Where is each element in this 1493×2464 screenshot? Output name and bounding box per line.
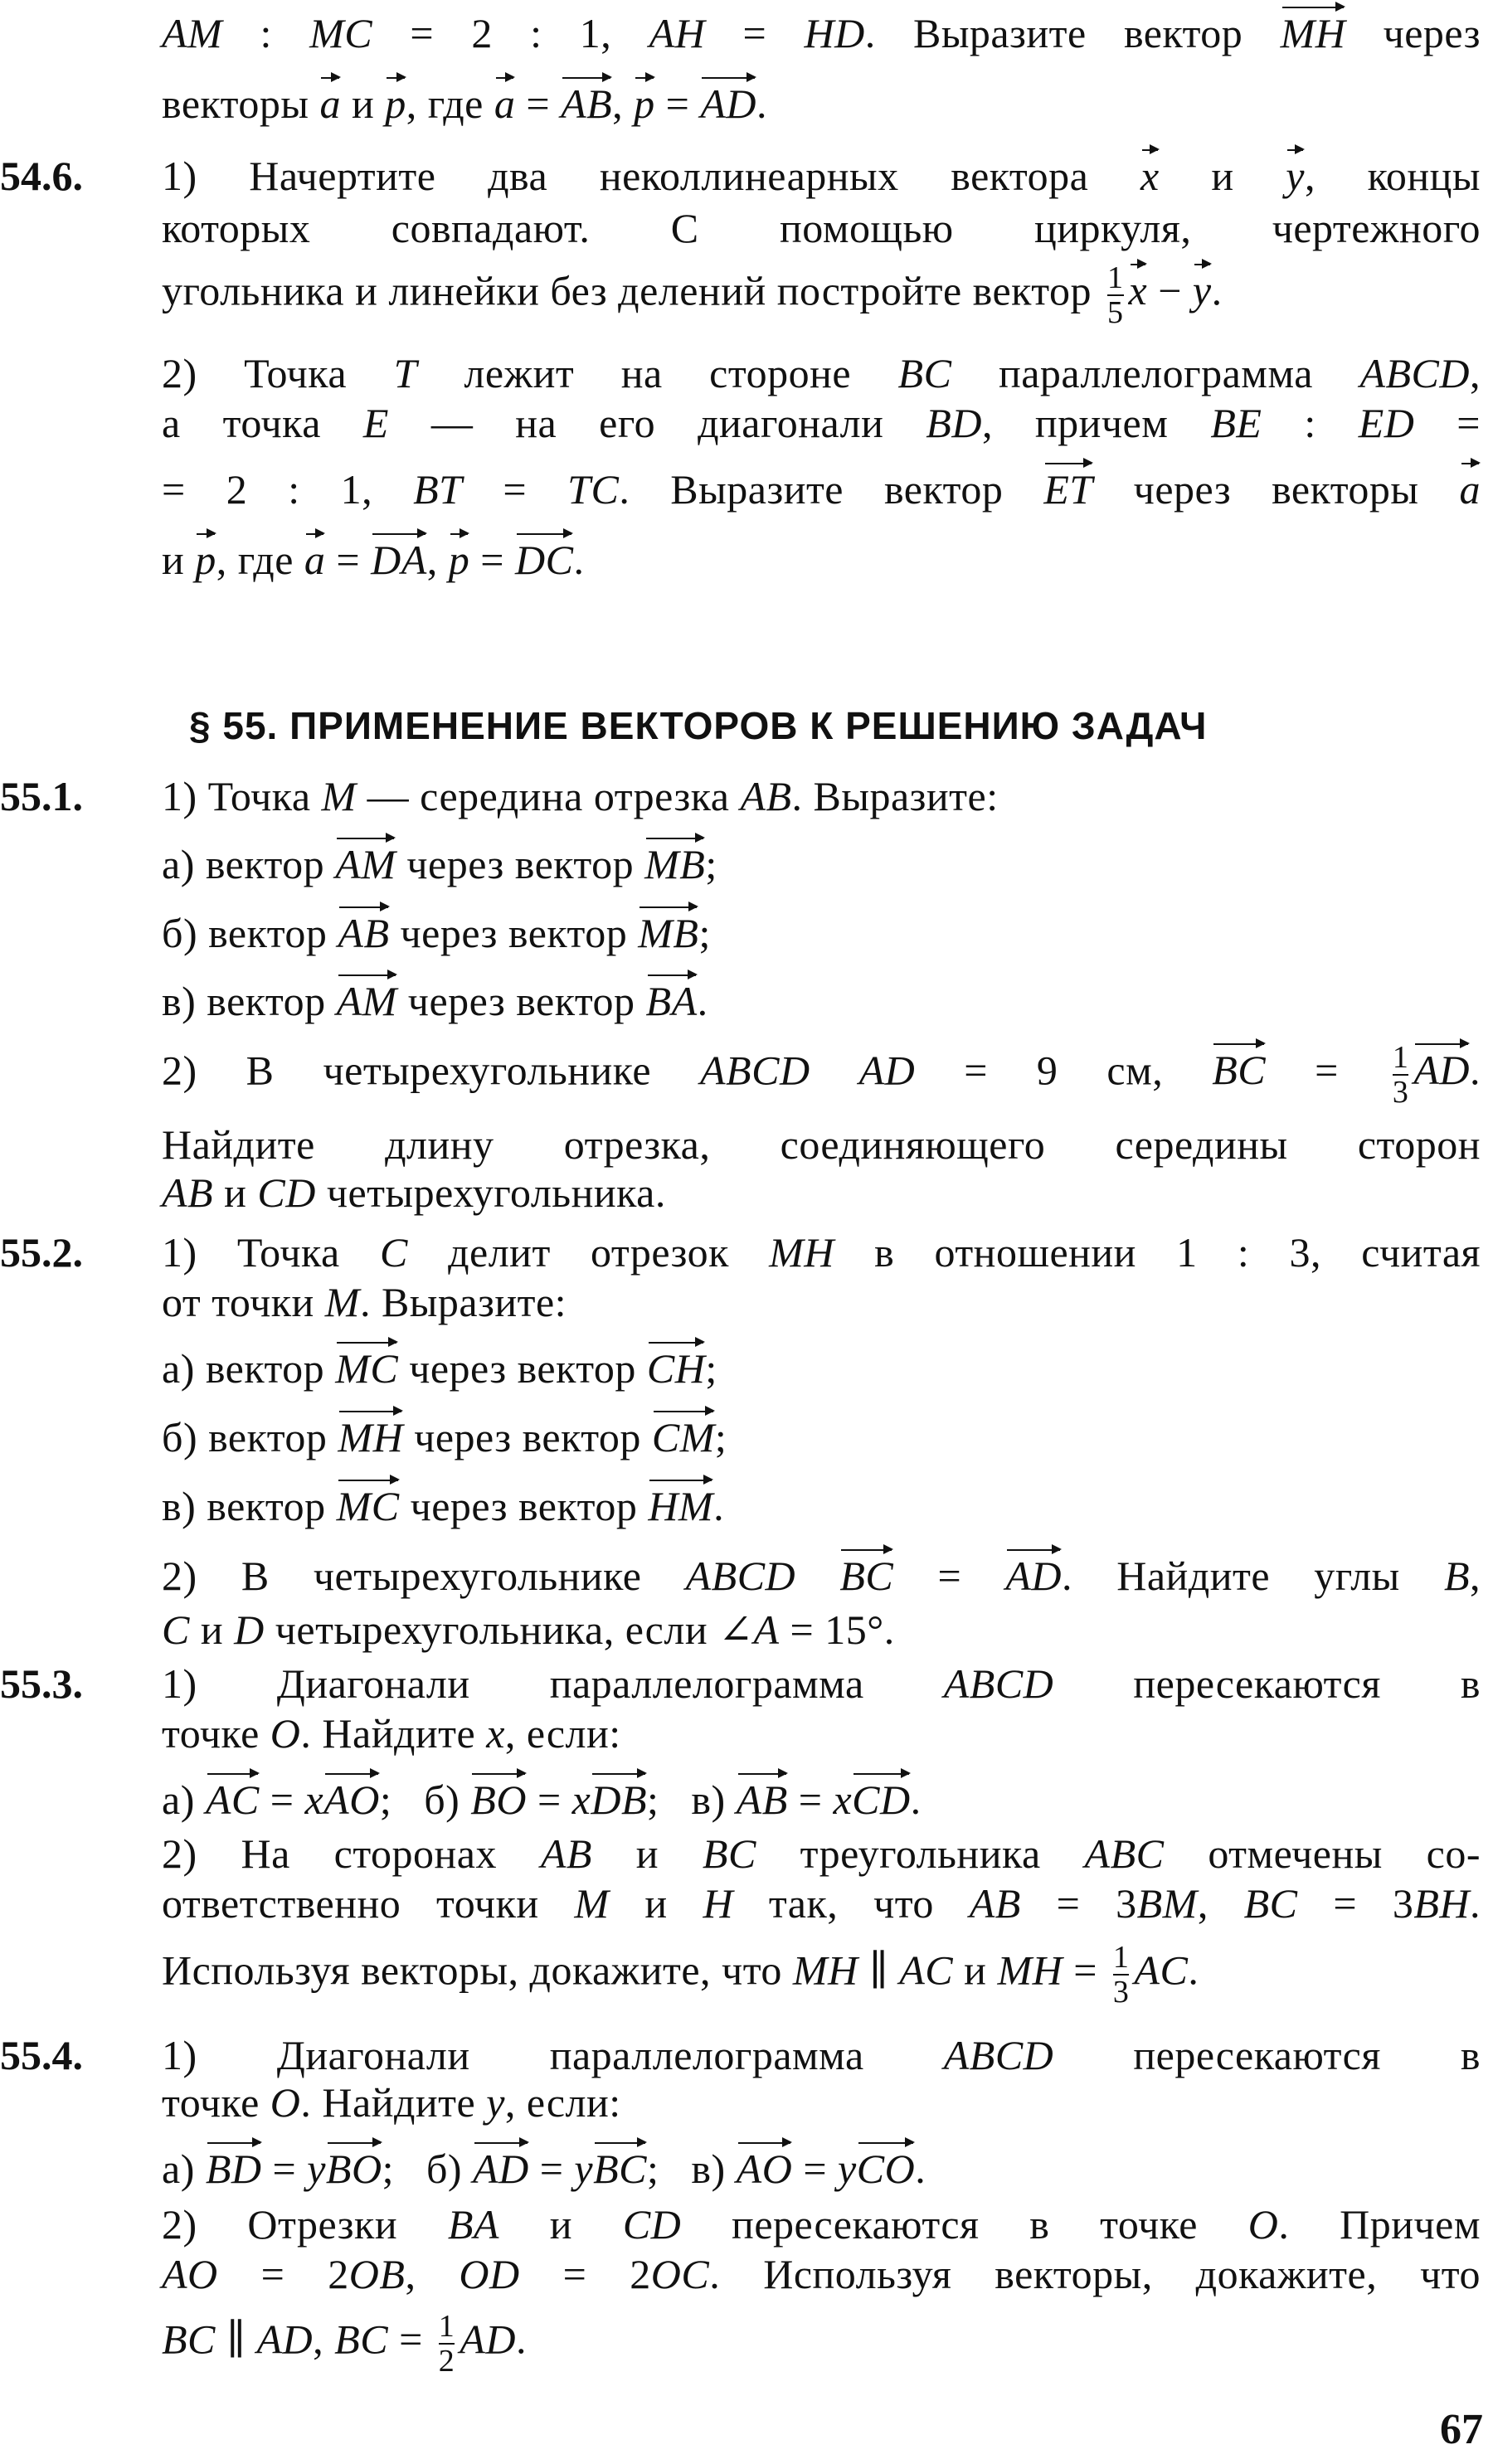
text-line: 1) Диагонали параллелограмма ABCD пересекаются в [162,2032,1481,2078]
text-line: угольника и линейки без делений постройте вектор $\frac{1}{5}$ x − y. [162,260,1223,330]
problem-number: 55.2. [0,1229,83,1276]
text-line: а) вектор MC через вектор CH; [162,1345,717,1392]
text-line: которых совпадают. С помощью циркуля, чертежного [162,205,1481,251]
text-line: в) вектор AM через вектор BA. [162,978,708,1024]
text-line: AM : MC = 2 : 1, AH = HD. Выразите вектор MH через [162,10,1481,56]
text-line: а точка E — на его диагонали BD, причем BE : ED = [162,400,1481,446]
text-line: BC ∥ AD, BC = $\frac{1}{2}$ AD. [162,2309,527,2379]
text-line: AB и CD четырехугольника. [162,1169,666,1216]
text-line: C и D четырехугольника, если ∠A = 15°. [162,1606,895,1653]
text-line: 1) Точка C делит отрезок MH в отношении 1 : 3, считая [162,1229,1481,1276]
text-line: в) вектор MC через вектор HM. [162,1483,725,1529]
problem-number: 54.6. [0,153,83,199]
text-line: б) вектор MH через вектор CM; [162,1414,727,1460]
text-line: точке O. Найдите y, если: [162,2079,621,2126]
text-line: и p, где a = DA, p = DC. [162,537,585,583]
text-line: 2) В четырехугольнике ABCD BC = AD. Найдите углы B, [162,1553,1481,1599]
text-line: б) вектор AB через вектор MB; [162,910,711,956]
text-line: Найдите длину отрезка, соединяющего середины сторон [162,1121,1481,1168]
text-line: 2) Точка T лежит на стороне BC параллелограмма ABCD, [162,350,1481,396]
problem-number: 55.1. [0,773,83,819]
text-line: точке O. Найдите x, если: [162,1710,621,1757]
text-line: а) вектор AM через вектор MB; [162,841,717,887]
text-line: а) AC = xAO; б) BO = xDB; в) AB = xCD. [162,1776,922,1823]
text-line: ответственно точки M и H так, что AB = 3BM, BC = 3BH. [162,1880,1481,1927]
text-line: 2) В четырехугольнике ABCD AD = 9 см, BC = $\frac{1}{3}$ AD. [162,1040,1481,1110]
section-title: § 55. ПРИМЕНЕНИЕ ВЕКТОРОВ К РЕШЕНИЮ ЗАДАЧ [189,704,1208,747]
text-line: 1) Точка M — середина отрезка AB. Выразите: [162,773,999,819]
text-line: AO = 2OB, OD = 2OC. Используя векторы, докажите, что [162,2251,1481,2297]
text-line: от точки M. Выразите: [162,1279,567,1325]
text-line: Используя векторы, докажите, что MH ∥ AC и MH = $\frac{1}{3}$ AC. [162,1940,1199,2010]
text-line: 1) Начертите два неколлинеарных вектора x и y, концы [162,153,1481,199]
page-number: 67 [1440,2406,1483,2453]
text-line: 2) На сторонах AB и BC треугольника ABC отмечены со- [162,1830,1481,1877]
text-line: = 2 : 1, BT = TC. Выразите вектор ET через векторы a [162,466,1481,513]
text-line: 2) Отрезки BA и CD пересекаются в точке O. Причем [162,2201,1481,2248]
problem-number: 55.4. [0,2032,83,2078]
text-line: векторы a и p, где a = AB, p = AD. [162,80,768,127]
problem-number: 55.3. [0,1660,83,1707]
text-line: а) BD = yBO; б) AD = yBC; в) AO = yCO. [162,2146,926,2192]
text-line: 1) Диагонали параллелограмма ABCD пересекаются в [162,1660,1481,1707]
